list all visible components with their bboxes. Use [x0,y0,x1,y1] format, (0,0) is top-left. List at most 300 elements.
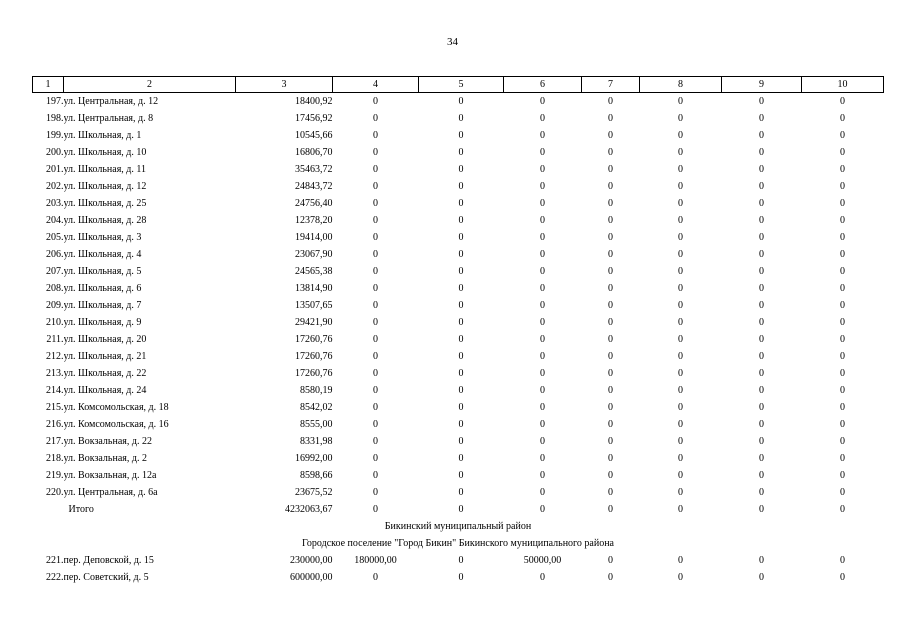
amount-cell: 19414,00 [295,232,333,243]
row-number-cell: 214. [46,385,64,396]
col-5-cell: 0 [458,504,464,515]
district-heading-label: Бикинский муниципальный район [384,521,532,532]
col-6-cell: 0 [540,130,545,141]
table-row [33,450,884,467]
address-cell: ул. Вокзальная, д. 12а [63,470,157,481]
col-6-cell: 0 [540,368,545,379]
table-row [33,93,884,111]
col-4-cell: 0 [373,283,378,294]
col-4-cell: 0 [373,504,378,515]
col-4-cell: 0 [373,385,378,396]
col-8-cell: 0 [678,470,683,481]
col-10-cell: 0 [840,436,845,447]
col-8-cell: 0 [678,351,683,362]
col-7-cell: 0 [608,453,613,464]
district-heading [33,518,884,535]
col-8-cell: 0 [678,181,683,192]
row-number-cell: 200. [46,147,64,158]
col-8-cell: 0 [678,572,683,583]
table-row [33,382,884,399]
col-9-cell: 0 [759,504,764,515]
col-7-cell: 0 [608,368,613,379]
amount-cell: 600000,00 [290,572,333,583]
table-row [33,212,884,229]
col-5-cell: 0 [458,487,464,498]
col-8-cell: 0 [678,164,683,175]
col-6-cell: 0 [540,113,545,124]
col-5-cell: 0 [458,334,464,345]
col-9-cell: 0 [759,487,764,498]
col-10-cell: 0 [840,113,845,124]
col-7-cell: 0 [608,147,613,158]
amount-cell: 8598,66 [300,470,333,481]
col-6-cell: 0 [540,351,545,362]
table-row [33,297,884,314]
col-10-cell: 0 [840,351,845,362]
col-8-cell: 0 [678,249,683,260]
col-9-cell: 0 [759,113,764,124]
header-cell-4: 4 [333,77,419,93]
col-5-cell: 0 [458,181,464,192]
table-row [33,178,884,195]
row-number-cell: 216. [46,419,64,430]
col-7-cell: 0 [608,215,613,226]
table-row [33,467,884,484]
col-8-cell: 0 [678,317,683,328]
col-5-cell: 0 [458,96,464,107]
amount-cell: 8555,00 [300,419,333,430]
header-cell-6: 6 [504,77,582,93]
address-cell: ул. Вокзальная, д. 22 [63,436,152,447]
amount-cell: 230000,00 [290,555,333,566]
col-5-cell: 0 [458,198,464,209]
address-cell: ул. Школьная, д. 12 [63,181,147,192]
row-number-cell: 199. [46,130,64,141]
col-7-cell: 0 [608,555,613,566]
address-cell: ул. Школьная, д. 10 [63,147,147,158]
col-9-cell: 0 [759,249,764,260]
col-7-cell: 0 [608,419,613,430]
col-9-cell: 0 [759,300,764,311]
table-header-row [33,77,884,93]
col-8-cell: 0 [678,283,683,294]
col-6-cell: 0 [540,453,545,464]
row-number-cell: 198. [46,113,64,124]
col-9-cell: 0 [759,402,764,413]
table-row [33,552,884,569]
col-7-cell: 0 [608,249,613,260]
amount-cell: 10545,66 [295,130,333,141]
col-5-cell: 0 [458,555,464,566]
amount-cell: 18400,92 [295,96,333,107]
col-4-cell: 0 [373,317,378,328]
address-cell: ул. Школьная, д. 7 [63,300,142,311]
col-4-cell: 0 [373,113,378,124]
col-4-cell: 0 [373,147,378,158]
table-row [33,399,884,416]
col-10-cell: 0 [840,504,845,515]
col-7-cell: 0 [608,385,613,396]
col-6-cell: 0 [540,181,545,192]
col-4-cell: 0 [373,334,378,345]
col-4-cell: 0 [373,300,378,311]
col-6-cell: 0 [540,385,545,396]
col-4-cell: 0 [373,181,378,192]
col-8-cell: 0 [678,130,683,141]
amount-cell: 17260,76 [295,334,333,345]
col-8-cell: 0 [678,419,683,430]
col-6-cell: 0 [540,249,545,260]
col-5-cell: 0 [458,266,464,277]
col-4-cell: 0 [373,470,378,481]
col-10-cell: 0 [840,283,845,294]
col-7-cell: 0 [608,487,613,498]
header-cell-7: 7 [582,77,640,93]
col-9-cell: 0 [759,334,764,345]
col-10-cell: 0 [840,419,845,430]
row-number-cell: 204. [46,215,64,226]
col-6-cell: 0 [540,96,545,107]
col-7-cell: 0 [608,300,613,311]
col-9-cell: 0 [759,215,764,226]
address-cell: ул. Школьная, д. 3 [63,232,142,243]
col-4-cell: 0 [373,266,378,277]
row-number-cell: 211. [46,334,64,345]
address-cell: ул. Школьная, д. 21 [63,351,147,362]
table-row [33,246,884,263]
address-cell: ул. Школьная, д. 11 [63,164,147,175]
col-10-cell: 0 [840,317,845,328]
table-row [33,416,884,433]
address-cell: Итого [68,504,94,515]
col-5-cell: 0 [458,351,464,362]
col-7-cell: 0 [608,283,613,294]
header-cell-1: 1 [33,77,64,93]
data-table [32,76,884,586]
col-5-cell: 0 [458,385,464,396]
col-9-cell: 0 [759,470,764,481]
address-cell: ул. Школьная, д. 20 [63,334,147,345]
col-6-cell: 0 [540,419,545,430]
col-4-cell: 0 [373,487,378,498]
row-number-cell: 208. [46,283,64,294]
col-7-cell: 0 [608,334,613,345]
col-4-cell: 0 [373,572,378,583]
col-7-cell: 0 [608,130,613,141]
amount-cell: 13507,65 [295,300,333,311]
col-9-cell: 0 [759,96,764,107]
amount-cell: 17456,92 [295,113,333,124]
col-7-cell: 0 [608,266,613,277]
header-cell-10: 10 [802,77,884,93]
col-9-cell: 0 [759,147,764,158]
col-4-cell: 0 [373,232,378,243]
col-8-cell: 0 [678,555,683,566]
table-row [33,314,884,331]
table-row [33,110,884,127]
address-cell: ул. Комсомольская, д. 16 [63,419,169,430]
col-5-cell: 0 [458,164,464,175]
row-number-cell: 215. [46,402,64,413]
table-row [33,127,884,144]
col-8-cell: 0 [678,113,683,124]
address-cell: ул. Комсомольская, д. 18 [63,402,169,413]
col-10-cell: 0 [840,470,845,481]
amount-cell: 24756,40 [295,198,333,209]
header-cell-8: 8 [640,77,722,93]
col-6-cell: 0 [540,266,545,277]
row-number-cell: 222. [46,572,64,583]
amount-cell: 24565,38 [295,266,333,277]
col-4-cell: 0 [373,198,378,209]
amount-cell: 35463,72 [295,164,333,175]
col-5-cell: 0 [458,453,464,464]
col-10-cell: 0 [840,249,845,260]
row-number-cell: 207. [46,266,64,277]
col-10-cell: 0 [840,334,845,345]
col-7-cell: 0 [608,572,613,583]
amount-cell: 17260,76 [295,351,333,362]
row-number-cell: 213. [46,368,64,379]
header-cell-3: 3 [236,77,333,93]
col-4-cell: 0 [373,96,378,107]
col-8-cell: 0 [678,487,683,498]
col-4-cell: 0 [373,419,378,430]
col-6-cell: 0 [540,334,545,345]
col-7-cell: 0 [608,164,613,175]
col-8-cell: 0 [678,96,683,107]
col-7-cell: 0 [608,232,613,243]
col-8-cell: 0 [678,453,683,464]
col-6-cell: 0 [540,164,545,175]
col-8-cell: 0 [678,215,683,226]
col-8-cell: 0 [678,368,683,379]
row-number-cell: 197. [46,96,64,107]
amount-cell: 16806,70 [295,147,333,158]
col-10-cell: 0 [840,385,845,396]
col-9-cell: 0 [759,232,764,243]
address-cell: ул. Школьная, д. 24 [63,385,147,396]
col-5-cell: 0 [458,113,464,124]
header-cell-2: 2 [64,77,236,93]
address-cell: ул. Вокзальная, д. 2 [63,453,147,464]
col-5-cell: 0 [458,147,464,158]
col-10-cell: 0 [840,198,845,209]
col-4-cell: 0 [373,351,378,362]
col-7-cell: 0 [608,113,613,124]
col-7-cell: 0 [608,96,613,107]
amount-cell: 12378,20 [295,215,333,226]
col-5-cell: 0 [458,470,464,481]
col-7-cell: 0 [608,198,613,209]
col-9-cell: 0 [759,181,764,192]
col-9-cell: 0 [759,164,764,175]
row-number-cell: 205. [46,232,64,243]
col-10-cell: 0 [840,300,845,311]
amount-cell: 29421,90 [295,317,333,328]
col-5-cell: 0 [458,419,464,430]
col-9-cell: 0 [759,453,764,464]
col-6-cell: 0 [540,317,545,328]
col-10-cell: 0 [840,147,845,158]
row-number-cell: 218. [46,453,64,464]
col-9-cell: 0 [759,436,764,447]
col-5-cell: 0 [458,300,464,311]
col-10-cell: 0 [840,215,845,226]
col-6-cell: 0 [540,436,545,447]
total-row [33,501,884,518]
amount-cell: 24843,72 [295,181,333,192]
row-number-cell: 209. [46,300,64,311]
address-cell: пер. Деповской, д. 15 [63,555,154,566]
col-4-cell: 0 [373,436,378,447]
col-10-cell: 0 [840,453,845,464]
col-10-cell: 0 [840,555,845,566]
col-9-cell: 0 [759,419,764,430]
address-cell: ул. Центральная, д. 8 [63,113,154,124]
col-5-cell: 0 [458,283,464,294]
col-8-cell: 0 [678,504,683,515]
table-row [33,433,884,450]
row-number-cell: 202. [46,181,64,192]
table-row [33,229,884,246]
col-4-cell: 0 [373,453,378,464]
col-7-cell: 0 [608,317,613,328]
col-9-cell: 0 [759,198,764,209]
col-8-cell: 0 [678,266,683,277]
page-number: 34 [447,36,458,48]
col-4-cell: 0 [373,368,378,379]
address-cell: ул. Школьная, д. 4 [63,249,142,260]
col-6-cell: 0 [540,215,545,226]
col-7-cell: 0 [608,436,613,447]
amount-cell: 4232063,67 [285,504,333,515]
amount-cell: 13814,90 [295,283,333,294]
col-10-cell: 0 [840,368,845,379]
col-6-cell: 0 [540,572,545,583]
header-cell-5: 5 [419,77,504,93]
amount-cell: 8580,19 [300,385,333,396]
col-4-cell: 180000,00 [354,555,397,566]
col-4-cell: 0 [373,164,378,175]
col-10-cell: 0 [840,266,845,277]
col-5-cell: 0 [458,402,464,413]
address-cell: ул. Школьная, д. 25 [63,198,147,209]
col-4-cell: 0 [373,402,378,413]
col-8-cell: 0 [678,147,683,158]
col-10-cell: 0 [840,402,845,413]
col-9-cell: 0 [759,555,764,566]
address-cell: ул. Школьная, д. 9 [63,317,142,328]
col-8-cell: 0 [678,436,683,447]
col-7-cell: 0 [608,470,613,481]
col-8-cell: 0 [678,334,683,345]
row-number-cell: 220. [46,487,64,498]
header-cell-9: 9 [722,77,802,93]
col-9-cell: 0 [759,351,764,362]
col-6-cell: 50000,00 [523,555,562,566]
col-8-cell: 0 [678,232,683,243]
col-5-cell: 0 [458,130,464,141]
col-9-cell: 0 [759,572,764,583]
col-6-cell: 0 [540,504,545,515]
row-number-cell: 217. [46,436,64,447]
col-8-cell: 0 [678,402,683,413]
table-row [33,348,884,365]
col-10-cell: 0 [840,487,845,498]
col-10-cell: 0 [840,164,845,175]
address-cell: ул. Центральная, д. 12 [63,96,159,107]
row-number-cell: 206. [46,249,64,260]
row-number-cell: 212. [46,351,64,362]
col-4-cell: 0 [373,215,378,226]
col-5-cell: 0 [458,232,464,243]
col-10-cell: 0 [840,130,845,141]
col-5-cell: 0 [458,368,464,379]
col-5-cell: 0 [458,436,464,447]
col-6-cell: 0 [540,283,545,294]
amount-cell: 23067,90 [295,249,333,260]
row-number-cell: 219. [46,470,64,481]
col-7-cell: 0 [608,181,613,192]
row-number-cell: 210. [46,317,64,328]
row-number-cell: 201. [46,164,64,175]
col-6-cell: 0 [540,198,545,209]
col-9-cell: 0 [759,385,764,396]
col-7-cell: 0 [608,504,613,515]
table-row [33,263,884,280]
row-number-cell [33,501,64,518]
col-5-cell: 0 [458,572,464,583]
col-4-cell: 0 [373,130,378,141]
col-9-cell: 0 [759,368,764,379]
col-9-cell: 0 [759,130,764,141]
col-5-cell: 0 [458,317,464,328]
address-cell: ул. Школьная, д. 22 [63,368,147,379]
col-6-cell: 0 [540,147,545,158]
settlement-heading-label: Городское поселение "Город Бикин" Бикинского муниципального района [302,538,614,549]
col-9-cell: 0 [759,283,764,294]
amount-cell: 8331,98 [300,436,333,447]
table-row [33,195,884,212]
col-6-cell: 0 [540,487,545,498]
col-9-cell: 0 [759,266,764,277]
col-9-cell: 0 [759,317,764,328]
amount-cell: 17260,76 [295,368,333,379]
table-row [33,280,884,297]
col-4-cell: 0 [373,249,378,260]
col-7-cell: 0 [608,402,613,413]
col-5-cell: 0 [458,249,464,260]
col-6-cell: 0 [540,402,545,413]
col-5-cell: 0 [458,215,464,226]
amount-cell: 16992,00 [295,453,333,464]
col-8-cell: 0 [678,385,683,396]
row-number-cell: 203. [46,198,64,209]
table-row [33,161,884,178]
address-cell: ул. Центральная, д. 6а [63,487,158,498]
address-cell: ул. Школьная, д. 28 [63,215,147,226]
col-10-cell: 0 [840,96,845,107]
col-10-cell: 0 [840,181,845,192]
table-row [33,569,884,586]
address-cell: ул. Школьная, д. 1 [63,130,142,141]
col-7-cell: 0 [608,351,613,362]
col-8-cell: 0 [678,198,683,209]
address-cell: пер. Советский, д. 5 [63,572,149,583]
table-row [33,144,884,161]
address-cell: ул. Школьная, д. 5 [63,266,142,277]
